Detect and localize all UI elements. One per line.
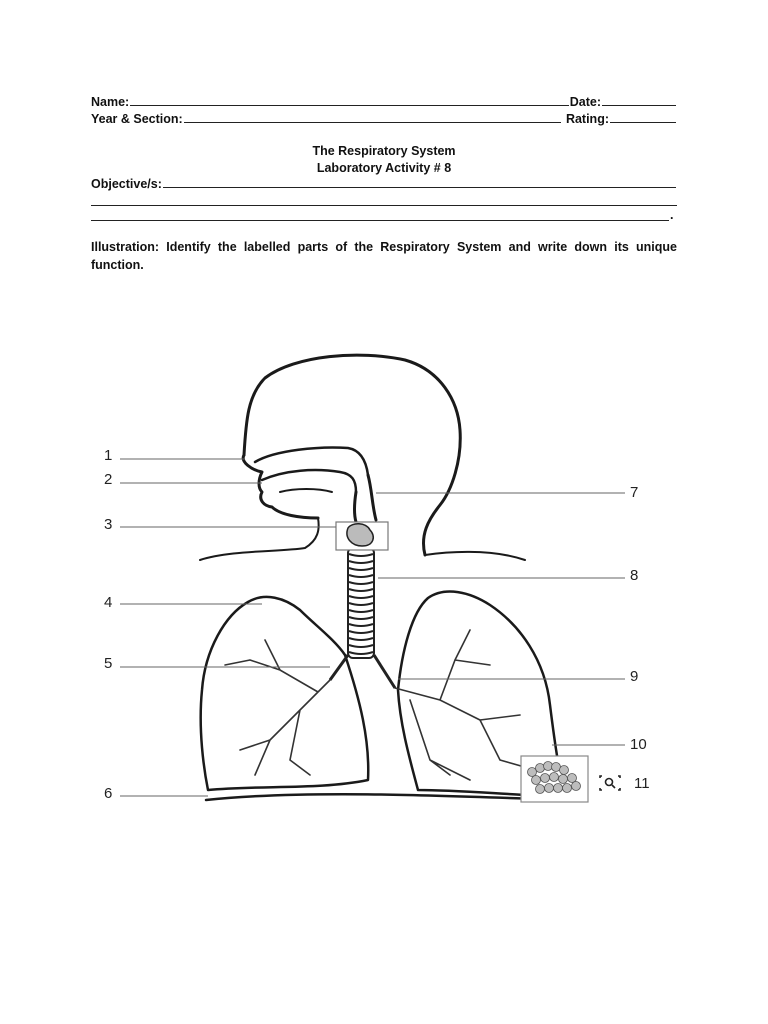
worksheet-title: The Respiratory System (312, 144, 456, 158)
objective-end-mark: . (670, 208, 674, 222)
trachea-ring (349, 631, 373, 633)
trachea-ring (349, 582, 373, 584)
year-section-label: Year & Section: (91, 112, 183, 126)
worksheet-subtitle: Laboratory Activity # 8 (316, 161, 452, 175)
trachea-ring (349, 596, 373, 598)
alveolus (528, 768, 537, 777)
face-outline (243, 455, 318, 518)
bronchi (225, 630, 535, 780)
alveolus (554, 784, 563, 793)
alveolus (550, 773, 559, 782)
trachea-ring (349, 603, 373, 605)
label-5: 5 (104, 655, 113, 672)
name-label: Name: (91, 95, 130, 109)
instruction-text: Illustration: Identify the labelled parts of the Respiratory System and write down its unique function. (91, 240, 677, 272)
neck-right (425, 552, 525, 560)
label-10: 10 (630, 736, 647, 753)
label-7: 7 (630, 484, 639, 501)
alveolus (532, 776, 541, 785)
date-label: Date: (569, 95, 601, 109)
trachea-ring (349, 638, 373, 640)
label-6: 6 (104, 785, 113, 802)
trachea-ring (349, 645, 373, 647)
pharynx (368, 475, 376, 520)
label-1: 1 (104, 447, 113, 464)
alveolus (568, 774, 577, 783)
trachea-ring (349, 554, 373, 556)
label-2: 2 (104, 471, 113, 488)
trachea (330, 548, 395, 688)
trachea-ring (349, 589, 373, 591)
trachea-ring (349, 610, 373, 612)
trachea-ring (349, 652, 373, 654)
label-11: 11 (634, 775, 650, 792)
alveolus (544, 762, 553, 771)
alveolus (541, 774, 550, 783)
objective-label: Objective/s: (91, 177, 162, 191)
larynx-inset (336, 522, 388, 550)
alveolus (545, 784, 554, 793)
alveolus (536, 764, 545, 773)
trachea-ring (349, 561, 373, 563)
alveolus (563, 784, 572, 793)
search-icon[interactable] (600, 776, 620, 790)
alveoli-inset (521, 756, 588, 802)
label-8: 8 (630, 567, 639, 584)
rating-label: Rating: (565, 112, 609, 126)
label-9: 9 (630, 668, 639, 685)
label-4: 4 (104, 594, 113, 611)
alveolus (560, 766, 569, 775)
neck-left (200, 518, 319, 560)
trachea-ring (349, 624, 373, 626)
left-lung (201, 597, 369, 790)
label-3: 3 (104, 516, 113, 533)
trachea-ring (349, 568, 373, 570)
trachea-ring (349, 617, 373, 619)
trachea-ring (349, 575, 373, 577)
alveolus (536, 785, 545, 794)
alveolus (559, 775, 568, 784)
alveolus (572, 782, 581, 791)
